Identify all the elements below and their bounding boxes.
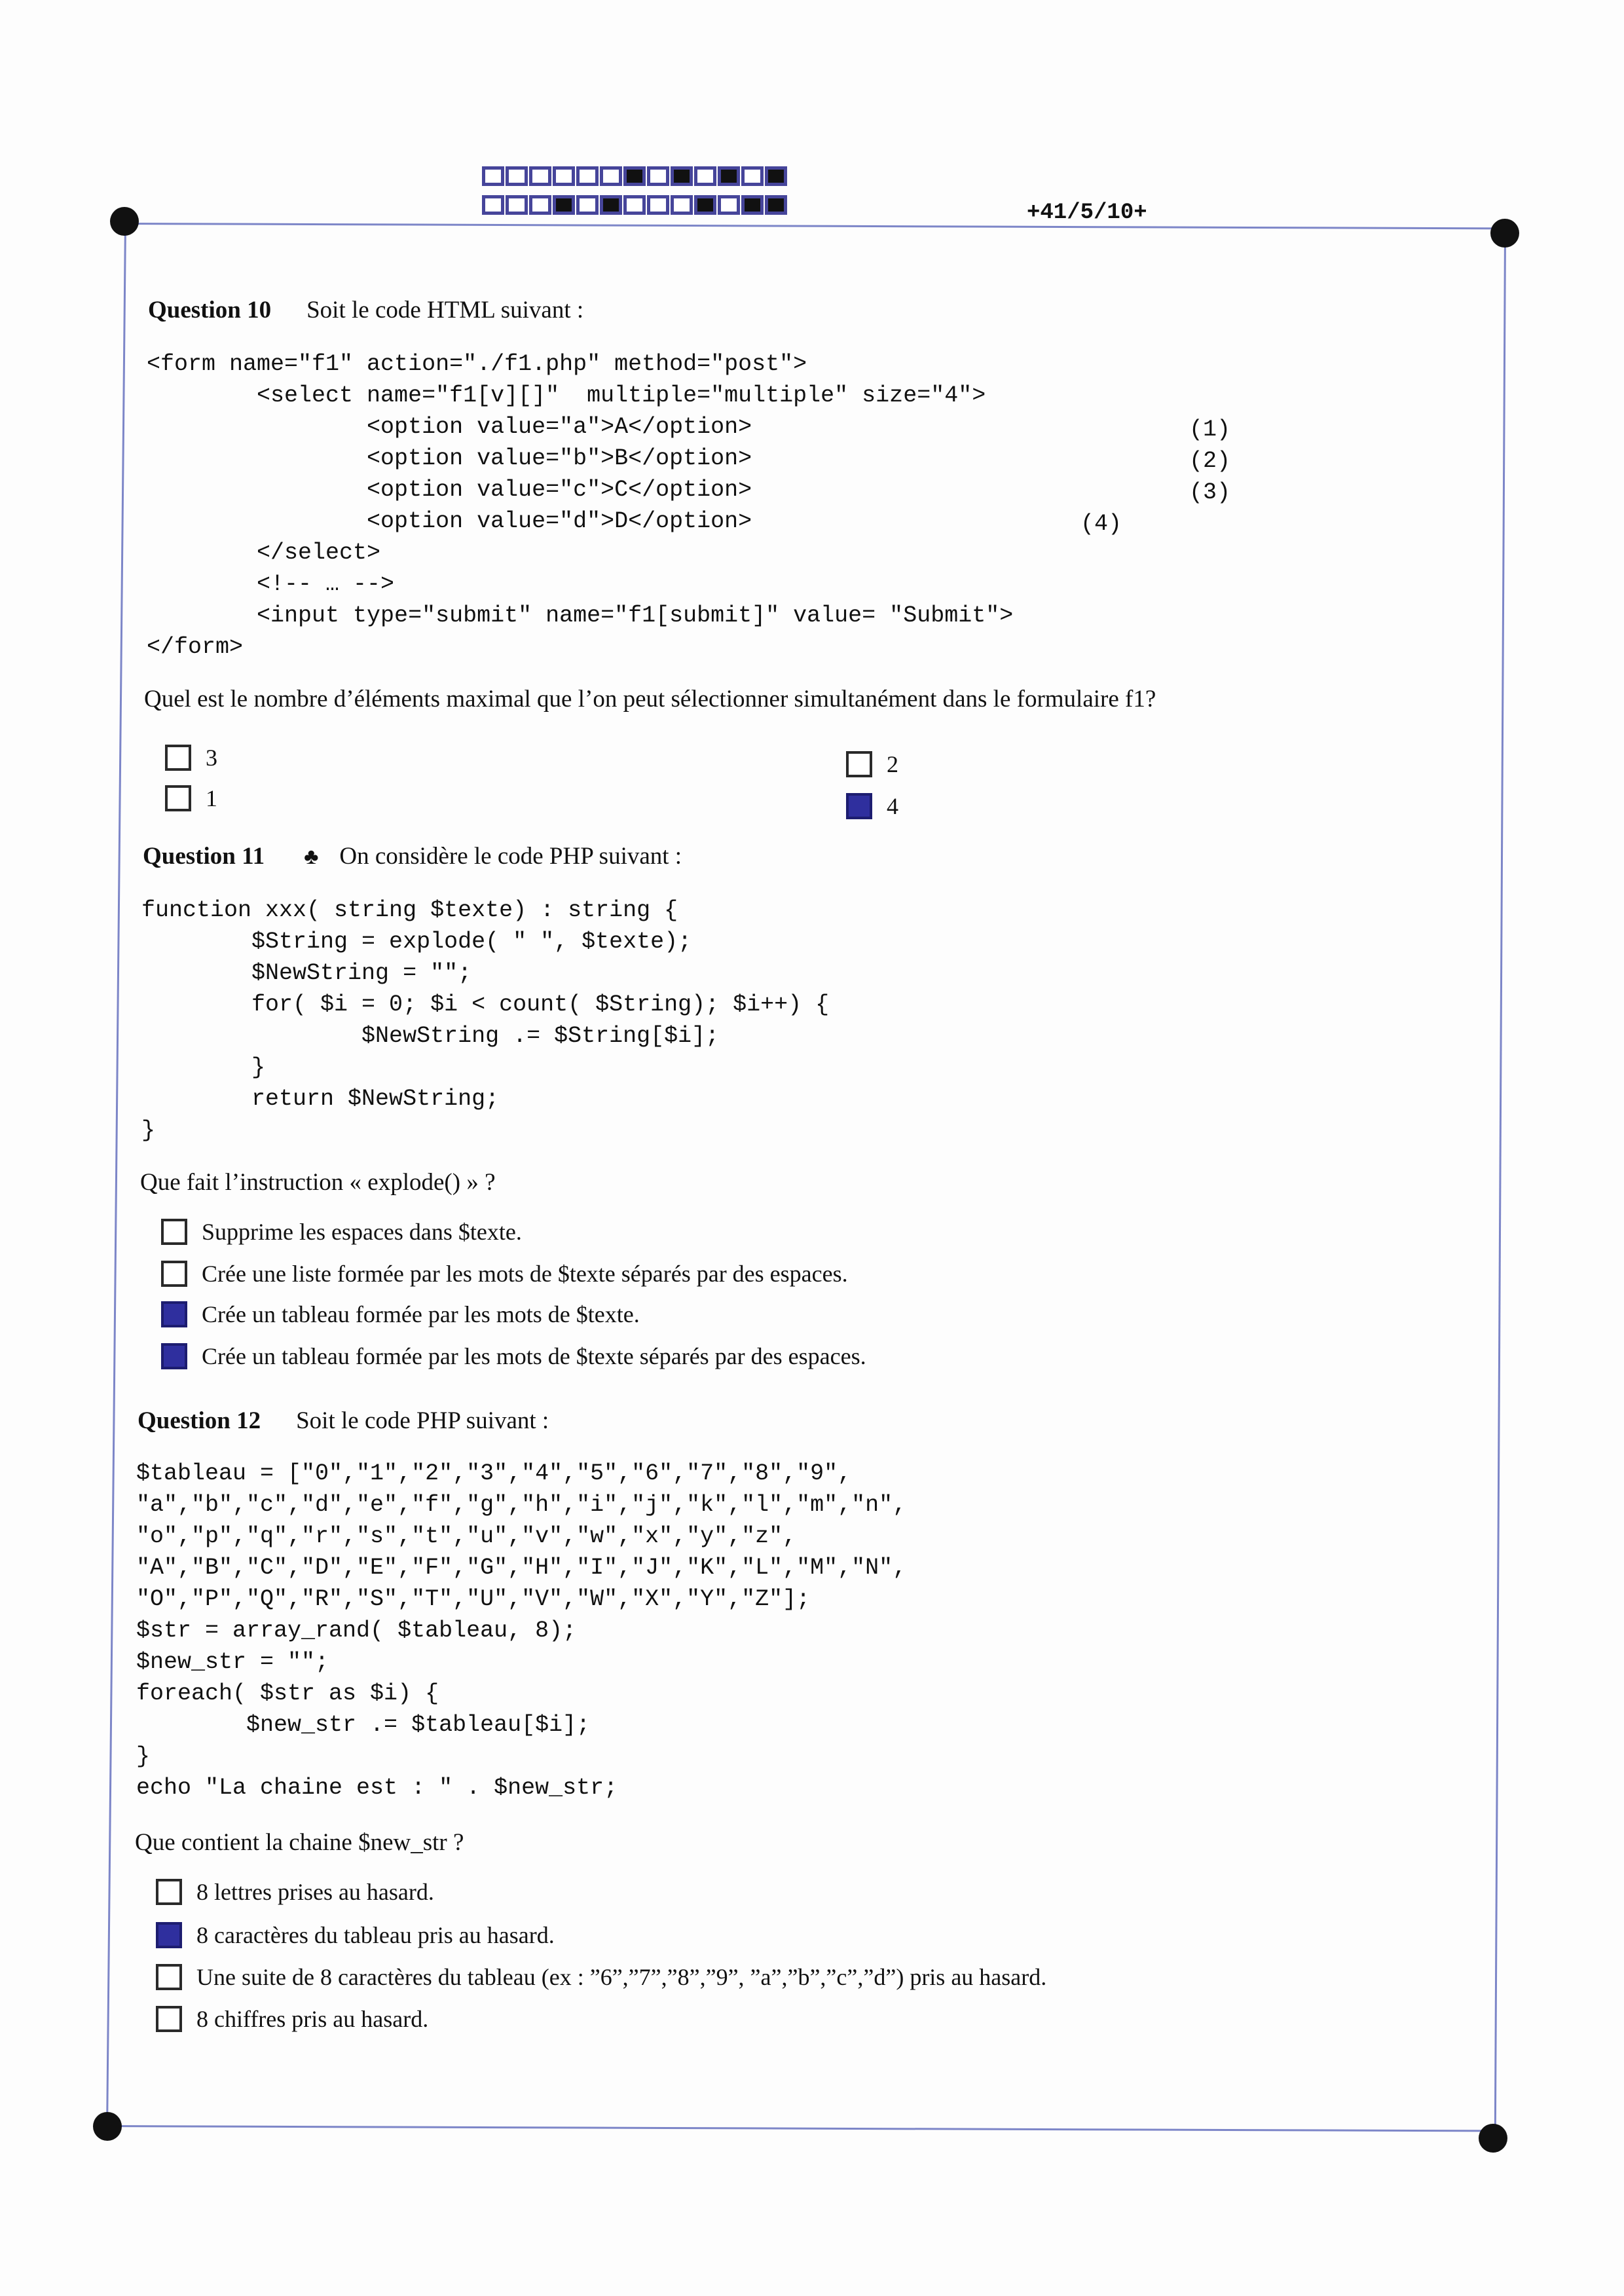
question-intro: Soit le code PHP suivant :: [296, 1407, 549, 1434]
barcode-cell: [553, 166, 575, 186]
php-code-block: function xxx( string $texte) : string { $String = explode( " ", $texte); $NewString = ""; for( $i = 0; $i < count( $String); $i++) { $NewString .= $String[$i]; } return $NewString; }: [141, 897, 830, 1143]
barcode-row-top: [482, 166, 787, 186]
barcode-cell: [741, 195, 764, 215]
answer-label: Crée un tableau formée par les mots de $texte séparés par des espaces.: [202, 1343, 866, 1369]
club-icon: ♣: [304, 845, 319, 869]
barcode-cell: [576, 166, 599, 186]
answer-label: 8 lettres prises au hasard.: [196, 1879, 434, 1905]
question-12-text: Que contient la chaine $new_str ?: [135, 1829, 464, 1856]
corner-marker-top-left: [110, 207, 139, 236]
line-tag-3: (3): [1189, 479, 1231, 506]
checkbox[interactable]: [156, 1964, 182, 1990]
answer-option[interactable]: [156, 1963, 1046, 1991]
question-intro: On considère le code PHP suivant :: [339, 843, 682, 870]
barcode-cell: [647, 166, 669, 186]
checkbox[interactable]: [156, 1879, 182, 1905]
question-12-heading: [138, 1407, 549, 1435]
question-11-heading: [143, 842, 682, 870]
barcode-cell: [647, 195, 669, 215]
page-id: +41/5/10+: [1027, 200, 1147, 225]
checkbox[interactable]: [161, 1219, 187, 1245]
answer-label: Une suite de 8 caractères du tableau (ex : ”6”,”7”,”8”,”9”, ”a”,”b”,”c”,”d”) pris au hasard.: [196, 1964, 1047, 1990]
barcode-cell: [718, 166, 740, 186]
answer-option[interactable]: [161, 1342, 866, 1370]
barcode-cell: [671, 166, 693, 186]
barcode-cell: [576, 195, 599, 215]
corner-marker-bottom-right: [1479, 2124, 1507, 2153]
line-tag-4: (4): [1080, 511, 1122, 537]
answer-label: Crée un tableau formée par les mots de $texte.: [202, 1301, 640, 1327]
corner-marker-bottom-left: [93, 2112, 122, 2141]
barcode-cell: [553, 195, 575, 215]
answer-label: 1: [206, 785, 217, 811]
barcode-cell: [623, 195, 646, 215]
barcode-cell: [482, 195, 504, 215]
answer-label: 3: [206, 745, 217, 771]
corner-marker-top-right: [1490, 219, 1519, 248]
frame-left-line: [106, 223, 126, 2125]
barcode-cell: [741, 166, 764, 186]
answer-option[interactable]: [156, 1878, 434, 1906]
frame-top-line: [124, 223, 1506, 229]
frame-right-line: [1494, 232, 1506, 2135]
barcode-cell: [482, 166, 504, 186]
checkbox-checked[interactable]: [156, 1922, 182, 1948]
checkbox-checked[interactable]: [161, 1343, 187, 1369]
php-code-block: $tableau = ["0","1","2","3","4","5","6","7","8","9", "a","b","c","d","e","f","g","h","i","j","k","l","m","n", "o","p","q","r","s","t","u","v","w","x","y","z", "A","B","C","D","E","F","G","H","I","J","K","L","M","N", "O","P","Q","R","S","T","U","V","W","X","Y","Z"]; $str = array_rand( $tableau, 8); $new_str = ""; foreach( $str as $i) { $new_str .= $tableau[$i]; } echo "La chaine est : " . $new_str;: [136, 1460, 907, 1801]
answer-label: 8 caractères du tableau pris au hasard.: [196, 1922, 555, 1948]
answer-label: Crée une liste formée par les mots de $texte séparés par des espaces.: [202, 1261, 848, 1287]
answer-option[interactable]: [161, 1218, 522, 1246]
barcode-cell: [623, 166, 646, 186]
answer-option[interactable]: [846, 792, 898, 820]
barcode-cell: [529, 195, 551, 215]
barcode-cell: [600, 195, 622, 215]
checkbox[interactable]: [165, 785, 191, 811]
barcode-cell: [600, 166, 622, 186]
checkbox[interactable]: [161, 1261, 187, 1287]
barcode-row-bottom: [482, 195, 787, 215]
barcode-cell: [671, 195, 693, 215]
line-tag-1: (1): [1189, 417, 1231, 443]
html-code-block: <form name="f1" action="./f1.php" method="post"> <select name="f1[v][]" multiple="multiple" size="4"> <option value="a">A</option> <option value="b">B</option> <option value="c">C</option> <option value="d">D</option> </select> <!-- … --> <input type="submit" name="f1[submit]" value= "Submit"> </form>: [147, 351, 1014, 660]
answer-label: 4: [887, 793, 898, 819]
answer-label: 8 chiffres pris au hasard.: [196, 2006, 429, 2032]
answer-label: Supprime les espaces dans $texte.: [202, 1219, 522, 1245]
checkbox[interactable]: [846, 751, 872, 777]
question-11-text: Que fait l’instruction « explode() » ?: [140, 1169, 496, 1196]
checkbox-checked[interactable]: [846, 793, 872, 819]
checkbox[interactable]: [156, 2006, 182, 2032]
checkbox[interactable]: [165, 745, 191, 771]
question-number: Question 10: [148, 297, 272, 324]
checkbox-checked[interactable]: [161, 1301, 187, 1327]
barcode-cell: [694, 195, 716, 215]
barcode-cell: [506, 166, 528, 186]
answer-option[interactable]: [165, 785, 217, 812]
barcode-cell: [765, 166, 787, 186]
answer-label: 2: [887, 751, 898, 777]
answer-option[interactable]: [846, 750, 898, 778]
answer-option[interactable]: [156, 1921, 555, 1949]
barcode-cell: [529, 166, 551, 186]
line-tag-2: (2): [1189, 448, 1231, 474]
question-intro: Soit le code HTML suivant :: [306, 297, 584, 324]
answer-option[interactable]: [161, 1301, 640, 1328]
question-number: Question 11: [143, 843, 265, 870]
barcode-cell: [506, 195, 528, 215]
answer-option[interactable]: [156, 2005, 428, 2033]
barcode-cell: [694, 166, 716, 186]
question-number: Question 12: [138, 1407, 261, 1434]
question-10-text: Quel est le nombre d’éléments maximal que l’on peut sélectionner simultanément dans le formulaire f1?: [144, 686, 1156, 713]
frame-bottom-line: [106, 2125, 1494, 2132]
answer-option[interactable]: [165, 744, 217, 771]
barcode-cell: [765, 195, 787, 215]
question-10-heading: [148, 296, 583, 324]
answer-option[interactable]: [161, 1260, 848, 1287]
barcode-cell: [718, 195, 740, 215]
